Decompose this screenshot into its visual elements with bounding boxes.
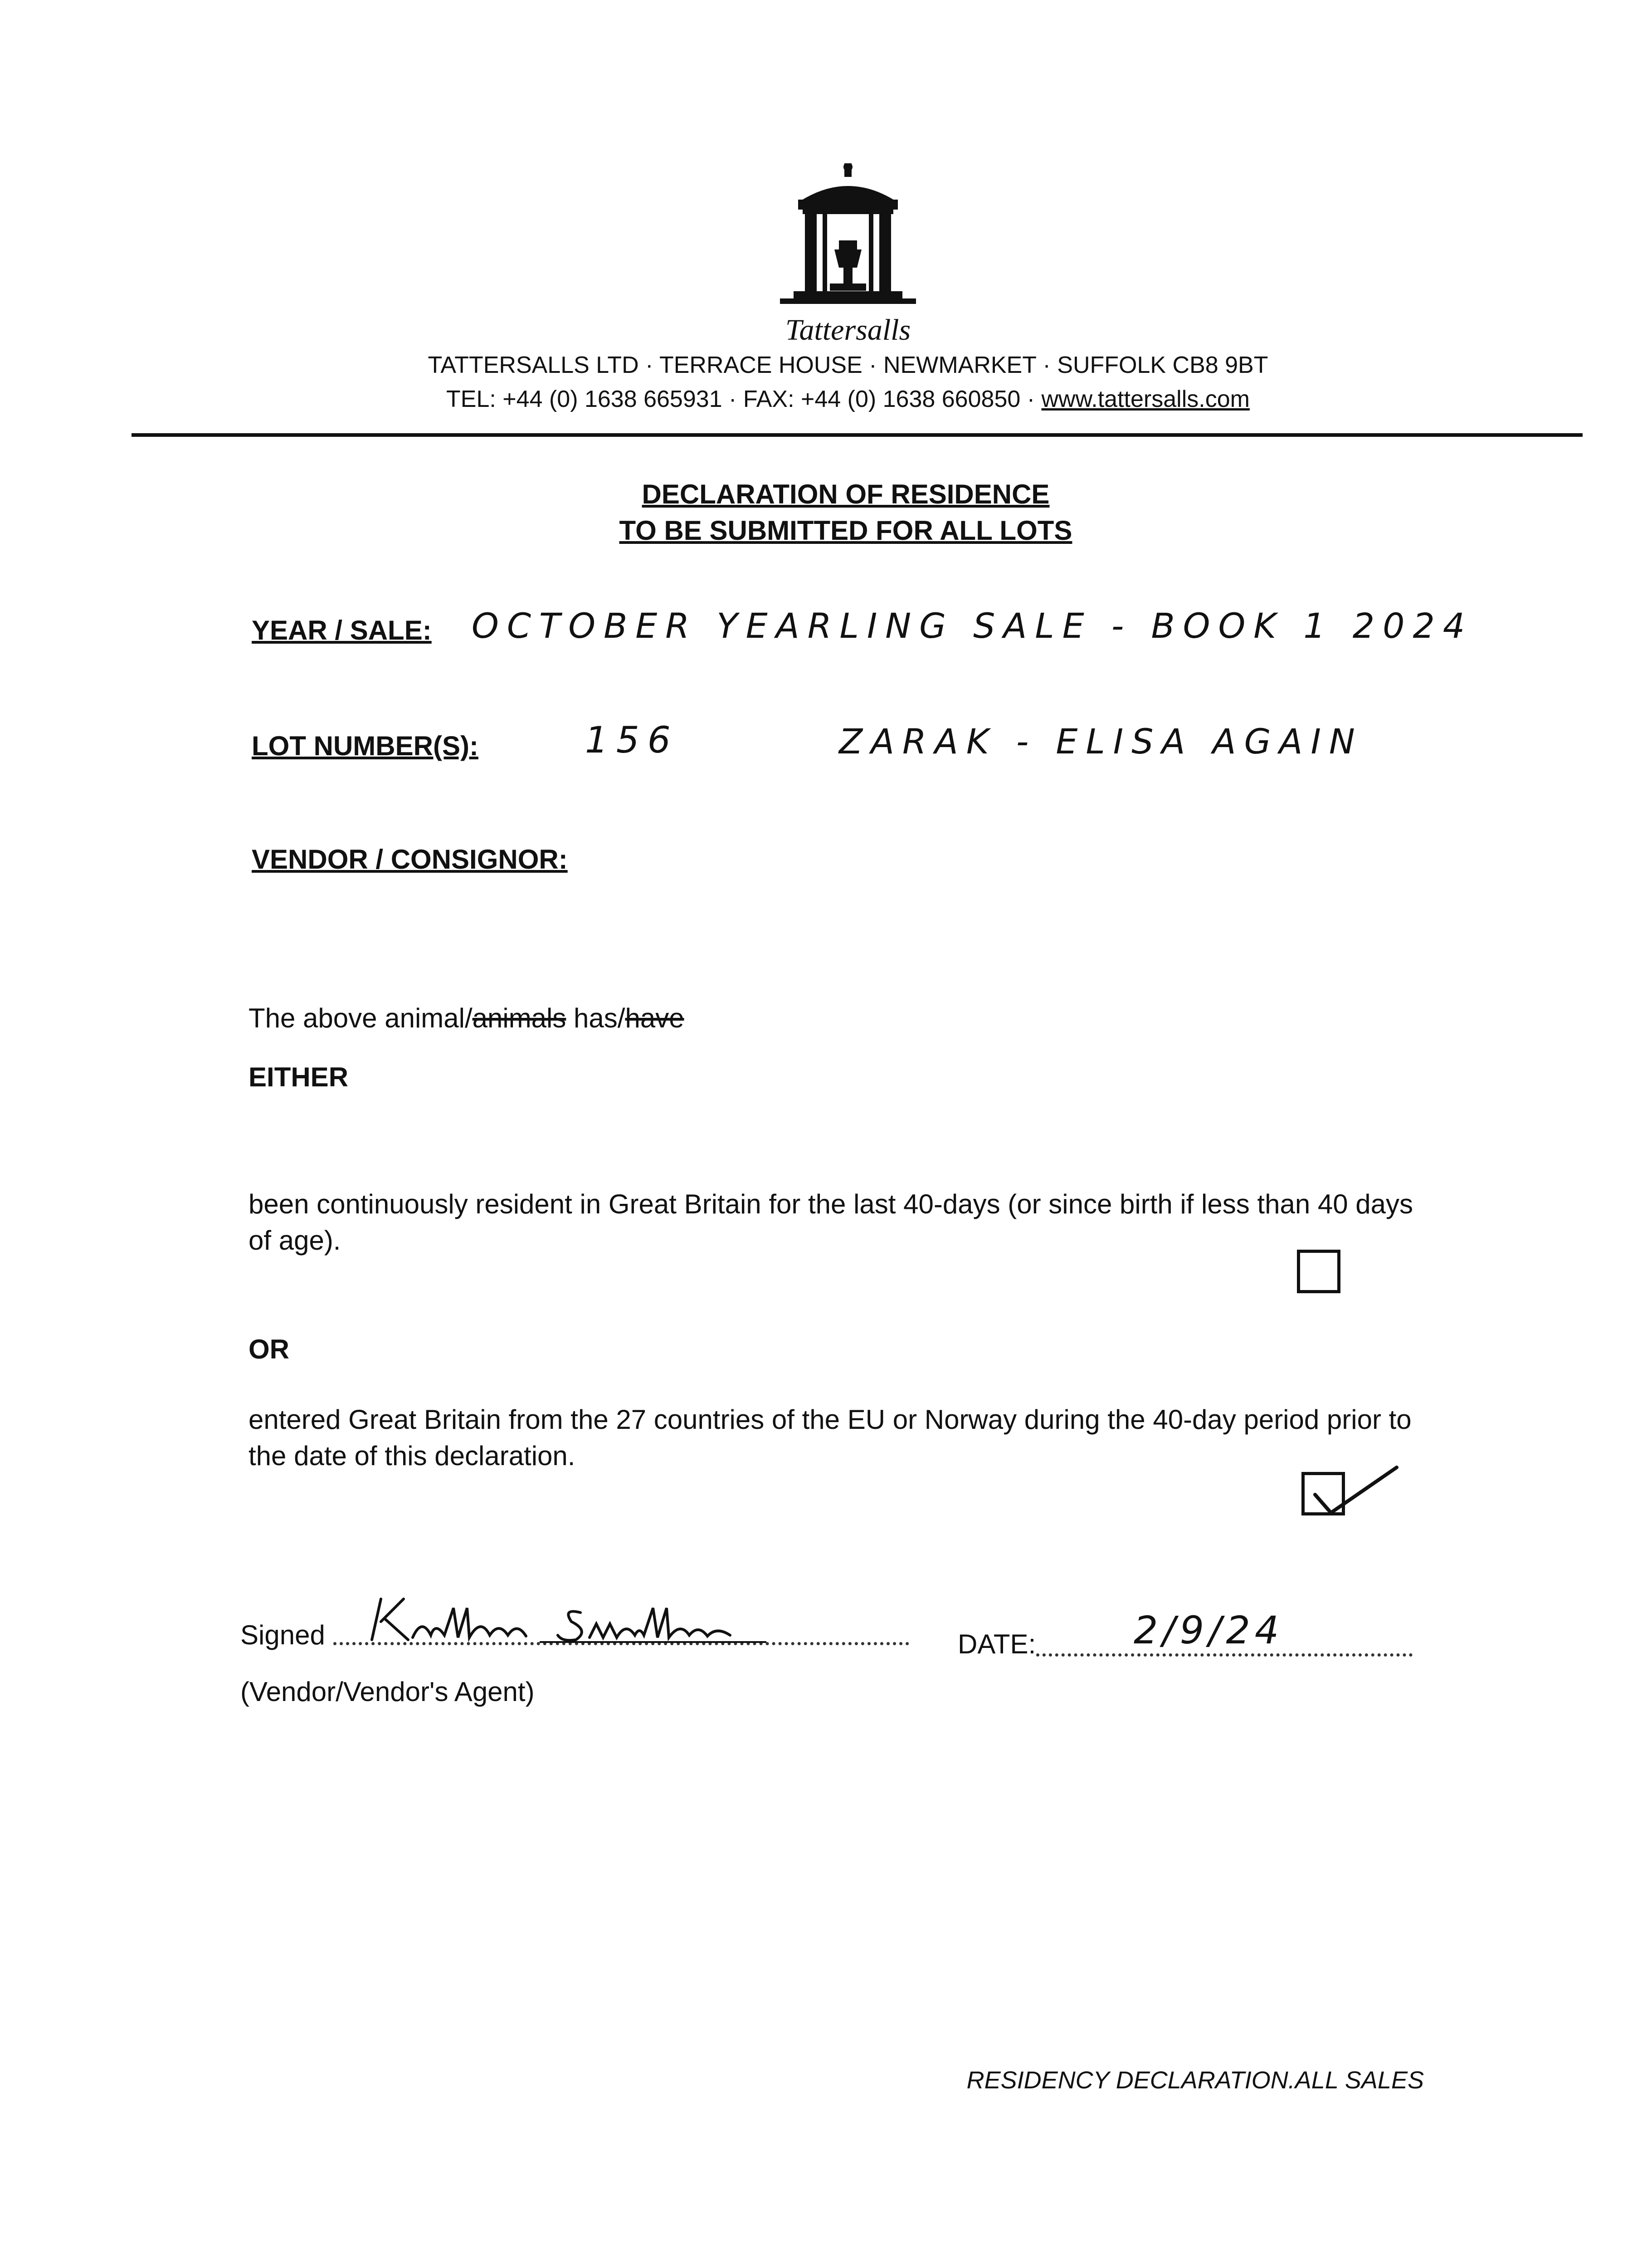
document-subtitle: TO BE SUBMITTED FOR ALL LOTS <box>619 515 1072 546</box>
document-title: DECLARATION OF RESIDENCE <box>642 479 1050 509</box>
address-line: TATTERSALLS LTD · TERRACE HOUSE · NEWMARKET · SUFFOLK CB8 9BT <box>428 352 1268 378</box>
statement-prefix: The above animal/ <box>249 1003 473 1033</box>
year-sale-label: YEAR / SALE: <box>252 615 432 645</box>
date-line <box>1036 1653 1413 1657</box>
statement-middle: has/ <box>566 1003 625 1033</box>
lot-number-label: LOT NUMBER(S): <box>252 731 478 761</box>
date-value[interactable]: 2/9/24 <box>1134 1608 1284 1652</box>
contact-line <box>317 386 1379 413</box>
either-label: EITHER <box>249 1062 349 1092</box>
tattersalls-rotunda-logo-icon <box>775 163 921 318</box>
vendor-field[interactable] <box>590 844 1406 880</box>
footer-reference: RESIDENCY DECLARATION.ALL SALES <box>966 2067 1424 2094</box>
option-2-text: entered Great Britain from the 27 countries of the EU or Norway during the 40-day period prior to the date of this declaration. <box>249 1404 1412 1471</box>
date-label: DATE: <box>958 1629 1036 1659</box>
option-1-checkbox[interactable] <box>1297 1250 1340 1293</box>
handwritten-check-icon <box>1306 1458 1401 1522</box>
signed-label: Signed <box>240 1620 325 1650</box>
struck-animals: animals <box>472 1003 566 1033</box>
handwritten-signature[interactable] <box>367 1590 775 1649</box>
header-divider <box>132 433 1583 437</box>
or-label: OR <box>249 1334 289 1364</box>
brand-name: Tattersalls <box>785 313 911 347</box>
vendor-label: VENDOR / CONSIGNOR: <box>252 844 568 875</box>
statement-line <box>249 1002 684 1034</box>
lot-horse-value[interactable]: ZARAK - ELISA AGAIN <box>839 721 1363 762</box>
struck-have: have <box>625 1003 684 1033</box>
signatory-role: (Vendor/Vendor's Agent) <box>240 1677 535 1707</box>
lot-number-value[interactable]: 156 <box>585 719 679 761</box>
year-sale-value[interactable]: OCTOBER YEARLING SALE - BOOK 1 2024 <box>472 606 1473 646</box>
option-1-text: been continuously resident in Great Britain for the last 40-days (or since birth if less than 40 days of age). <box>249 1189 1413 1256</box>
contact-numbers: TEL: +44 (0) 1638 665931 · FAX: +44 (0) 1638 660850 · <box>446 386 1042 412</box>
website-link[interactable]: www.tattersalls.com <box>1041 386 1250 412</box>
